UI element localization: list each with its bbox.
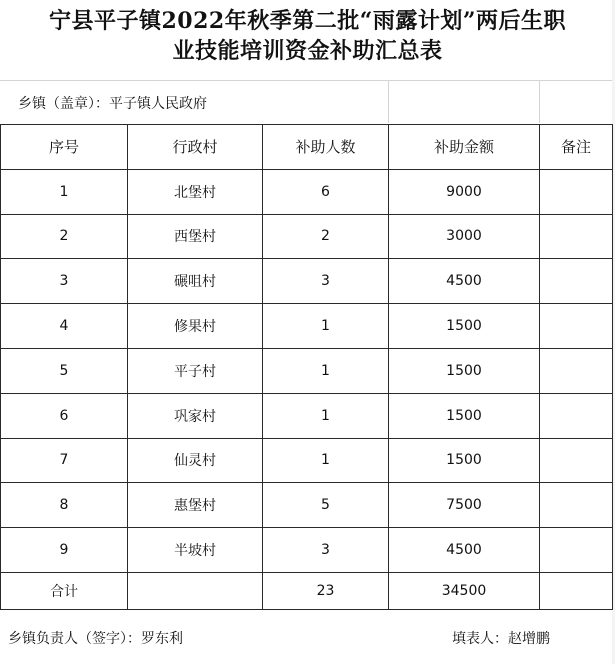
header-note: 备注: [540, 125, 613, 170]
table-header-row: [1, 125, 613, 170]
cell-amount: 1500: [389, 304, 540, 349]
blank-cell: [388, 81, 389, 123]
total-village: [128, 572, 263, 609]
cell-village: 北堡村: [128, 169, 263, 214]
cell-village: 西堡村: [128, 214, 263, 259]
cell-people: 3: [263, 528, 389, 573]
title-line-2: 业技能培训资金补助汇总表: [172, 38, 443, 64]
total-amount: 34500: [389, 572, 540, 609]
header-village: 行政村: [128, 125, 263, 170]
cell-village: 修果村: [128, 304, 263, 349]
cell-note: [540, 348, 613, 393]
cell-no: 8: [1, 483, 128, 528]
total-label: 合计: [1, 572, 128, 609]
title-line-1: 宁县平子镇2022年秋季第二批“雨露计划”两后生职: [48, 8, 567, 34]
table-row: [1, 393, 613, 438]
header-people: 补助人数: [263, 125, 389, 170]
cell-no: 9: [1, 528, 128, 573]
cell-no: 6: [1, 393, 128, 438]
footer-filler: 填表人：赵增鹏: [452, 631, 550, 647]
cell-amount: 1500: [389, 393, 540, 438]
blank-cell: [539, 81, 540, 123]
cell-no: 1: [1, 169, 128, 214]
cell-note: [540, 528, 613, 573]
header-amount: 补助金额: [389, 125, 540, 170]
subsidy-table: [0, 124, 613, 610]
cell-amount: 1500: [389, 438, 540, 483]
table-row: [1, 528, 613, 573]
cell-amount: 9000: [389, 169, 540, 214]
cell-amount: 4500: [389, 528, 540, 573]
cell-no: 4: [1, 304, 128, 349]
cell-people: 1: [263, 393, 389, 438]
cell-note: [540, 169, 613, 214]
cell-note: [540, 393, 613, 438]
total-row: [1, 572, 613, 609]
cell-amount: 1500: [389, 348, 540, 393]
cell-village: 惠堡村: [128, 483, 263, 528]
cell-people: 6: [263, 169, 389, 214]
table-row: [1, 348, 613, 393]
cell-people: 1: [263, 348, 389, 393]
cell-note: [540, 304, 613, 349]
cell-village: 碾咀村: [128, 259, 263, 304]
table-body: [1, 125, 613, 610]
cell-village: 半坡村: [128, 528, 263, 573]
cell-people: 5: [263, 483, 389, 528]
cell-village: 平子村: [128, 348, 263, 393]
cell-no: 3: [1, 259, 128, 304]
cell-note: [540, 438, 613, 483]
cell-note: [540, 259, 613, 304]
table-row: [1, 259, 613, 304]
cell-amount: 7500: [389, 483, 540, 528]
cell-people: 1: [263, 438, 389, 483]
cell-amount: 4500: [389, 259, 540, 304]
cell-note: [540, 483, 613, 528]
header-no: 序号: [1, 125, 128, 170]
cell-people: 1: [263, 304, 389, 349]
cell-amount: 3000: [389, 214, 540, 259]
cell-no: 7: [1, 438, 128, 483]
cell-note: [540, 214, 613, 259]
township-label: 乡镇（盖章）：平子镇人民政府: [18, 96, 207, 112]
table-row: [1, 304, 613, 349]
cell-people: 2: [263, 214, 389, 259]
cell-people: 3: [263, 259, 389, 304]
cell-village: 仙灵村: [128, 438, 263, 483]
table-row: [1, 214, 613, 259]
table-row: [1, 169, 613, 214]
cell-no: 5: [1, 348, 128, 393]
township-row: [0, 80, 612, 123]
table-row: [1, 483, 613, 528]
cell-village: 巩家村: [128, 393, 263, 438]
total-note: [540, 572, 613, 609]
table-row: [1, 438, 613, 483]
document-title: [0, 6, 615, 66]
cell-no: 2: [1, 214, 128, 259]
total-people: 23: [263, 572, 389, 609]
footer-responsible: 乡镇负责人（签字）：罗东利: [8, 631, 183, 647]
